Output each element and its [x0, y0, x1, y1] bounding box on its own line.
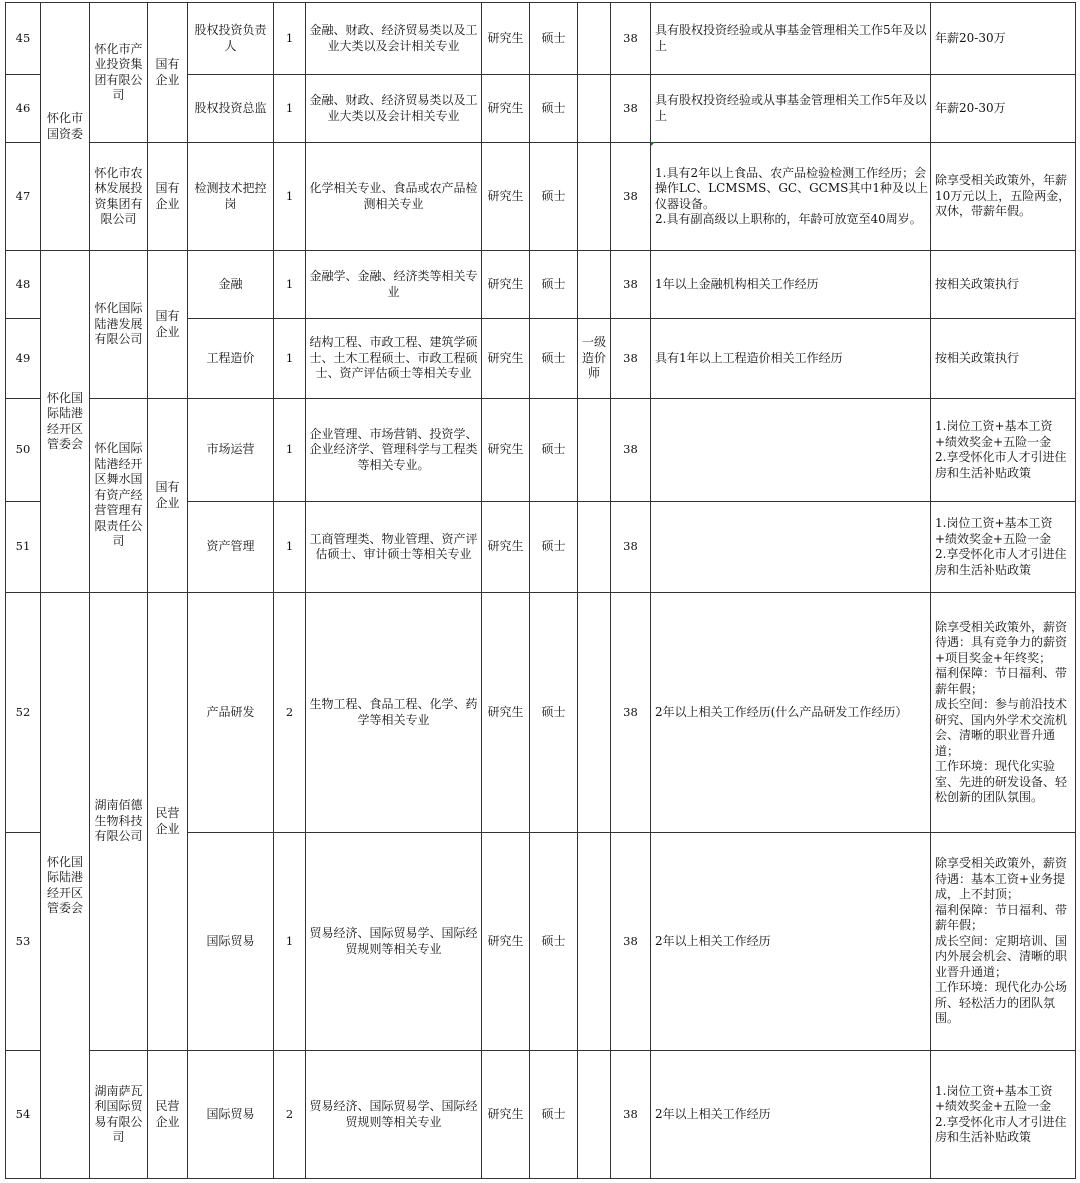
compensation-line: 福利保障：节日福利、带薪年假； — [935, 902, 1068, 933]
compensation-line: 除享受相关政策外，薪资待遇：具有竞争力的薪资+项目奖金+年终奖； — [935, 619, 1068, 665]
compensation-line: 除享受相关政策外，薪资待遇：基本工资+业务提成，上不封顶； — [935, 856, 1068, 902]
table-row — [6, 1051, 1076, 1179]
compensation-line: 成长空间：定期培训、国内外展会机会、清晰的职业晋升通道； — [935, 933, 1068, 979]
row-number: 45 — [6, 3, 41, 75]
position-cell: 股权投资总监 — [188, 75, 274, 143]
employer-type-cell: 国有企业 — [148, 3, 188, 143]
requirement-line: 1.具有2年以上食品、农产品检验检测工作经历；会操作LC、LCMSMS、GC、GCMS其中1种及以上仪器设备。 — [655, 165, 928, 211]
compensation-line: 2.享受怀化市人才引进住房和生活补贴政策 — [935, 547, 1067, 577]
employer-type-cell: 民营企业 — [148, 1051, 188, 1179]
headcount-cell: 1 — [274, 319, 306, 399]
professional-title-cell: 一级造价师 — [578, 319, 611, 399]
degree-cell: 硕士 — [530, 319, 578, 399]
compensation-cell — [931, 833, 1076, 1051]
compensation-line: 成长空间：参与前沿技术研究、国内外学术交流机会、清晰的职业晋升通道； — [935, 697, 1068, 758]
department-cell: 怀化市国资委 — [41, 3, 90, 251]
compensation-cell: 年薪20-30万 — [931, 75, 1076, 143]
headcount-cell: 1 — [274, 75, 306, 143]
compensation-cell: 按相关政策执行 — [931, 251, 1076, 319]
compensation-cell — [931, 502, 1076, 593]
compensation-line: 1.岗位工资+基本工资+绩效奖金+五险一金 — [935, 419, 1053, 449]
major-cell: 金融、财政、经济贸易类以及工业大类以及会计相关专业 — [306, 3, 482, 75]
major-cell: 金融、财政、经济贸易类以及工业大类以及会计相关专业 — [306, 75, 482, 143]
recruitment-table — [5, 2, 1076, 1179]
professional-title-cell — [578, 593, 611, 833]
compensation-line: 1.岗位工资+基本工资+绩效奖金+五险一金 — [935, 516, 1053, 546]
position-cell: 金融 — [188, 251, 274, 319]
requirement-line: 2.具有副高级以上职称的，年龄可放宽至40周岁。 — [655, 212, 922, 226]
employer-type-cell: 国有企业 — [148, 399, 188, 593]
major-cell: 贸易经济、国际贸易学、国际经贸规则等相关专业 — [306, 1051, 482, 1179]
major-cell: 工商管理类、物业管理、资产评估硕士、审计硕士等相关专业 — [306, 502, 482, 593]
headcount-cell: 2 — [274, 593, 306, 833]
requirement-cell — [651, 143, 931, 251]
employer-cell: 怀化市产业投资集团有限公司 — [90, 3, 148, 143]
position-cell: 国际贸易 — [188, 1051, 274, 1179]
employer-type-cell: 国有企业 — [148, 251, 188, 399]
professional-title-cell — [578, 3, 611, 75]
compensation-line: 福利保障：节日福利、带薪年假； — [935, 666, 1068, 696]
position-cell: 国际贸易 — [188, 833, 274, 1051]
headcount-cell: 1 — [274, 3, 306, 75]
table-row — [6, 143, 1076, 251]
employer-type-cell: 国有企业 — [148, 143, 188, 251]
employer-cell: 湖南萨瓦利国际贸易有限公司 — [90, 1051, 148, 1179]
employer-cell: 怀化市农林发展投资集团有限公司 — [90, 143, 148, 251]
headcount-cell: 1 — [274, 833, 306, 1051]
compensation-line: 工作环境：现代化办公场所、轻松活力的团队氛围。 — [935, 980, 1068, 1026]
position-cell: 资产管理 — [188, 502, 274, 593]
row-number: 47 — [6, 143, 41, 251]
major-cell: 金融学、金融、经济类等相关专业 — [306, 251, 482, 319]
age-limit-cell: 38 — [611, 143, 651, 251]
degree-cell: 硕士 — [530, 143, 578, 251]
requirement-cell: 1年以上金融机构相关工作经历 — [651, 251, 931, 319]
employer-cell: 怀化国际陆港发展有限公司 — [90, 251, 148, 399]
headcount-cell: 1 — [274, 502, 306, 593]
row-number: 48 — [6, 251, 41, 319]
major-cell: 企业管理、市场营销、投资学、企业经济学、管理科学与工程类等相关专业。 — [306, 399, 482, 502]
education-cell: 研究生 — [482, 143, 530, 251]
compensation-cell: 按相关政策执行 — [931, 319, 1076, 399]
headcount-cell: 2 — [274, 1051, 306, 1179]
employer-cell: 湖南佰德生物科技有限公司 — [90, 593, 148, 1051]
employer-type-cell: 民营企业 — [148, 593, 188, 1051]
table-row — [6, 3, 1076, 75]
headcount-cell: 1 — [274, 251, 306, 319]
professional-title-cell — [578, 399, 611, 502]
position-cell: 工程造价 — [188, 319, 274, 399]
professional-title-cell — [578, 1051, 611, 1179]
degree-cell: 硕士 — [530, 75, 578, 143]
major-cell: 结构工程、市政工程、建筑学硕士、土木工程硕士、市政工程硕士、资产评估硕士等相关专业 — [306, 319, 482, 399]
degree-cell: 硕士 — [530, 502, 578, 593]
education-cell: 研究生 — [482, 75, 530, 143]
age-limit-cell: 38 — [611, 3, 651, 75]
compensation-line: 工作环境：现代化实验室、先进的研发设备、轻松创新的团队氛围。 — [935, 759, 1068, 804]
age-limit-cell: 38 — [611, 593, 651, 833]
major-cell: 化学相关专业、食品或农产品检测相关专业 — [306, 143, 482, 251]
professional-title-cell — [578, 251, 611, 319]
cell-corner-marker — [651, 142, 655, 146]
degree-cell: 硕士 — [530, 1051, 578, 1179]
degree-cell: 硕士 — [530, 3, 578, 75]
education-cell: 研究生 — [482, 399, 530, 502]
degree-cell: 硕士 — [530, 251, 578, 319]
age-limit-cell: 38 — [611, 319, 651, 399]
requirement-cell: 2年以上相关工作经历 — [651, 1051, 931, 1179]
compensation-cell — [931, 1051, 1076, 1179]
major-cell: 贸易经济、国际贸易学、国际经贸规则等相关专业 — [306, 833, 482, 1051]
degree-cell: 硕士 — [530, 833, 578, 1051]
education-cell: 研究生 — [482, 833, 530, 1051]
table-row — [6, 593, 1076, 833]
degree-cell: 硕士 — [530, 399, 578, 502]
employer-cell: 怀化国际陆港经开区舞水国有资产经营管理有限责任公司 — [90, 399, 148, 593]
row-number: 53 — [6, 833, 41, 1051]
requirement-cell: 具有股权投资经验或从事基金管理相关工作5年及以上 — [651, 75, 931, 143]
age-limit-cell: 38 — [611, 75, 651, 143]
row-number: 52 — [6, 593, 41, 833]
position-cell: 产品研发 — [188, 593, 274, 833]
degree-cell: 硕士 — [530, 593, 578, 833]
compensation-cell — [931, 399, 1076, 502]
education-cell: 研究生 — [482, 251, 530, 319]
table-row — [6, 399, 1076, 502]
requirement-cell — [651, 502, 931, 593]
requirement-cell: 2年以上相关工作经历(什么产品研发工作经历） — [651, 593, 931, 833]
compensation-line: 2.享受怀化市人才引进住房和生活补贴政策 — [935, 1114, 1067, 1144]
requirement-cell: 2年以上相关工作经历 — [651, 833, 931, 1051]
compensation-line: 1.岗位工资+基本工资+绩效奖金+五险一金 — [935, 1083, 1053, 1113]
compensation-line: 2.享受怀化市人才引进住房和生活补贴政策 — [935, 450, 1067, 480]
education-cell: 研究生 — [482, 593, 530, 833]
professional-title-cell — [578, 143, 611, 251]
professional-title-cell — [578, 75, 611, 143]
department-cell: 怀化国际陆港经开区管委会 — [41, 593, 90, 1179]
professional-title-cell — [578, 833, 611, 1051]
requirement-cell: 具有股权投资经验或从事基金管理相关工作5年及以上 — [651, 3, 931, 75]
education-cell: 研究生 — [482, 3, 530, 75]
headcount-cell: 1 — [274, 399, 306, 502]
professional-title-cell — [578, 502, 611, 593]
age-limit-cell: 38 — [611, 399, 651, 502]
major-cell: 生物工程、食品工程、化学、药学等相关专业 — [306, 593, 482, 833]
row-number: 46 — [6, 75, 41, 143]
position-cell: 市场运营 — [188, 399, 274, 502]
age-limit-cell: 38 — [611, 251, 651, 319]
row-number: 50 — [6, 399, 41, 502]
age-limit-cell: 38 — [611, 833, 651, 1051]
position-cell: 股权投资负责人 — [188, 3, 274, 75]
education-cell: 研究生 — [482, 502, 530, 593]
headcount-cell: 1 — [274, 143, 306, 251]
requirement-cell: 具有1年以上工程造价相关工作经历 — [651, 319, 931, 399]
position-cell: 检测技术把控岗 — [188, 143, 274, 251]
compensation-cell: 除享受相关政策外，年薪10万元以上，五险两金，双休，带薪年假。 — [931, 143, 1076, 251]
department-cell: 怀化国际陆港经开区管委会 — [41, 251, 90, 593]
row-number: 51 — [6, 502, 41, 593]
table-row — [6, 251, 1076, 319]
requirement-cell — [651, 399, 931, 502]
education-cell: 研究生 — [482, 1051, 530, 1179]
age-limit-cell: 38 — [611, 1051, 651, 1179]
compensation-cell: 年薪20-30万 — [931, 3, 1076, 75]
compensation-cell — [931, 593, 1076, 833]
row-number: 54 — [6, 1051, 41, 1179]
education-cell: 研究生 — [482, 319, 530, 399]
row-number: 49 — [6, 319, 41, 399]
age-limit-cell: 38 — [611, 502, 651, 593]
